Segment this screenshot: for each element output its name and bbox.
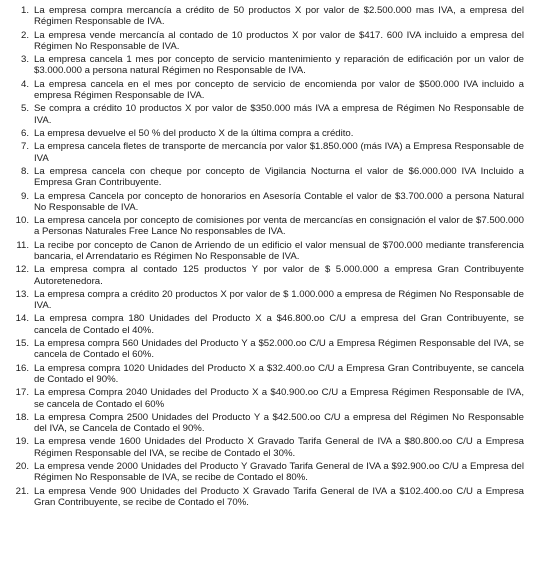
list-item <box>4 264 524 287</box>
item-number: 2. <box>20 29 29 41</box>
list-item <box>4 387 524 410</box>
list-item <box>4 103 524 126</box>
item-number: 5. <box>20 103 29 115</box>
item-number: 12. <box>15 264 29 276</box>
item-text: La recibe por concepto de Canon de Arriendo de un edificio el valor mensual de $700.000 mediante transferencia bancaria, el Arrendatario es Régimen No Responsable de IVA. <box>34 239 524 262</box>
list-item <box>4 30 524 53</box>
item-number: 10. <box>15 215 29 227</box>
list-item <box>4 166 524 189</box>
list-item <box>4 436 524 459</box>
item-number: 7. <box>20 141 29 153</box>
list-item <box>4 412 524 435</box>
list-item <box>4 289 524 312</box>
item-text: La empresa compra a crédito 20 productos X por valor de $ 1.000.000 a empresa de Régimen No Responsable de IVA. <box>34 288 524 312</box>
item-text: La empresa Compra 2500 Unidades del Producto Y a $42.500.oo C/U a empresa del Régimen No Responsable del IVA, se Cancela de Contado el 90%. <box>34 411 524 435</box>
list-item <box>4 313 524 336</box>
list-item <box>4 215 524 238</box>
item-number: 15. <box>15 338 29 350</box>
item-text: La empresa compra 560 Unidades del Producto Y a $52.000.oo C/U a Empresa Régimen Responsable del IVA, se cancela de Contado el 60%. <box>34 338 524 361</box>
item-text: La empresa compra al contado 125 productos Y por valor de $ 5.000.000 a empresa Gran Contribuyente Autoretenedora. <box>34 264 524 287</box>
item-text: La empresa vende 2000 Unidades del Producto Y Gravado Tarifa General de IVA a $92.900.oo C/U a Empresa del Régimen No Responsable de IVA, se recibe de Contado el 80%. <box>34 461 524 484</box>
list-item <box>4 461 524 484</box>
list-item <box>4 486 524 509</box>
item-text: La empresa cancela fletes de transporte de mercancía por valor $1.850.000 (más IVA) a Empresa Responsable de IVA <box>34 141 524 164</box>
list-item <box>4 79 524 102</box>
list-item <box>4 363 524 386</box>
item-number: 4. <box>20 78 29 90</box>
item-text: La empresa cancela por concepto de comisiones por venta de mercancías en consignación el valor de $7.500.000 a Personas Naturales Free Lance No responsables de IVA. <box>34 215 524 238</box>
list-item <box>4 128 524 139</box>
item-number: 13. <box>15 288 29 300</box>
list-item <box>4 54 524 77</box>
list-item <box>4 141 524 164</box>
list-item <box>4 191 524 214</box>
item-text: La empresa cancela 1 mes por concepto de servicio mantenimiento y reparación de edificación por un valor de $3.000.000 a persona natural Régimen no Responsable de IVA. <box>34 54 524 77</box>
item-text: La empresa compra 180 Unidades del Producto X a $46.800.oo C/U a empresa del Gran Contribuyente, se cancela de Contado el 40%. <box>34 313 524 336</box>
item-text: La empresa vende mercancía al contado de 10 productos X por valor de $417. 600 IVA incluido a empresa del Régimen No Responsable de IVA. <box>34 29 524 52</box>
list-item <box>4 338 524 361</box>
item-number: 20. <box>15 461 29 473</box>
item-text: La empresa Vende 900 Unidades del Producto X Gravado Tarifa General de IVA a $102.400.oo C/U a Empresa Gran Contribuyente, se recibe de Contado el 70%. <box>34 485 524 508</box>
item-number: 18. <box>15 411 29 423</box>
item-number: 11. <box>16 239 29 251</box>
item-text: La empresa Compra 2040 Unidades del Producto X a $40.900.oo C/U a Empresa Régimen Responsable de IVA, se cancela de Contado el 60% <box>34 387 524 410</box>
item-text: Se compra a crédito 10 productos X por valor de $350.000 más IVA a empresa de Régimen No Responsable de IVA. <box>34 103 524 126</box>
item-number: 14. <box>15 313 29 325</box>
item-text: La empresa cancela con cheque por concepto de Vigilancia Nocturna el valor de $6.000.000 IVA Incluido a Empresa Gran Contribuyente. <box>34 165 524 189</box>
item-text: La empresa compra 1020 Unidades del Producto X a $32.400.oo C/U a Empresa Gran Contribuyente, se cancela de Contado el 90%. <box>34 362 524 385</box>
item-text: La empresa compra mercancía a crédito de 50 productos X por valor de $2.500.000 mas IVA, a empresa del Régimen Responsable de IVA. <box>34 5 524 28</box>
exercise-list <box>4 5 524 508</box>
list-item <box>4 240 524 263</box>
item-number: 3. <box>20 54 29 66</box>
item-number: 19. <box>15 436 29 448</box>
item-text: La empresa devuelve el 50 % del producto X de la última compra a crédito. <box>34 127 354 139</box>
item-number: 8. <box>20 165 29 177</box>
list-item <box>4 5 524 28</box>
item-text: La empresa Cancela por concepto de honorarios en Asesoría Contable el valor de $3.700.000 a persona Natural No Responsable de IVA. <box>34 190 524 213</box>
item-number: 17. <box>15 387 29 399</box>
item-number: 6. <box>20 127 29 139</box>
item-number: 1. <box>20 5 29 16</box>
item-number: 16. <box>15 362 29 374</box>
item-number: 9. <box>20 190 29 202</box>
item-text: La empresa cancela en el mes por concepto de servicio de encomienda por valor de $500.000 IVA incluido a empresa Régimen Responsable de IVA. <box>34 78 524 102</box>
item-text: La empresa vende 1600 Unidades del Producto X Gravado Tarifa General de IVA a $80.800.oo C/U a Empresa Régimen Responsable del IVA, se recibe de Contado el 30%. <box>34 436 524 459</box>
item-number: 21. <box>15 485 29 497</box>
